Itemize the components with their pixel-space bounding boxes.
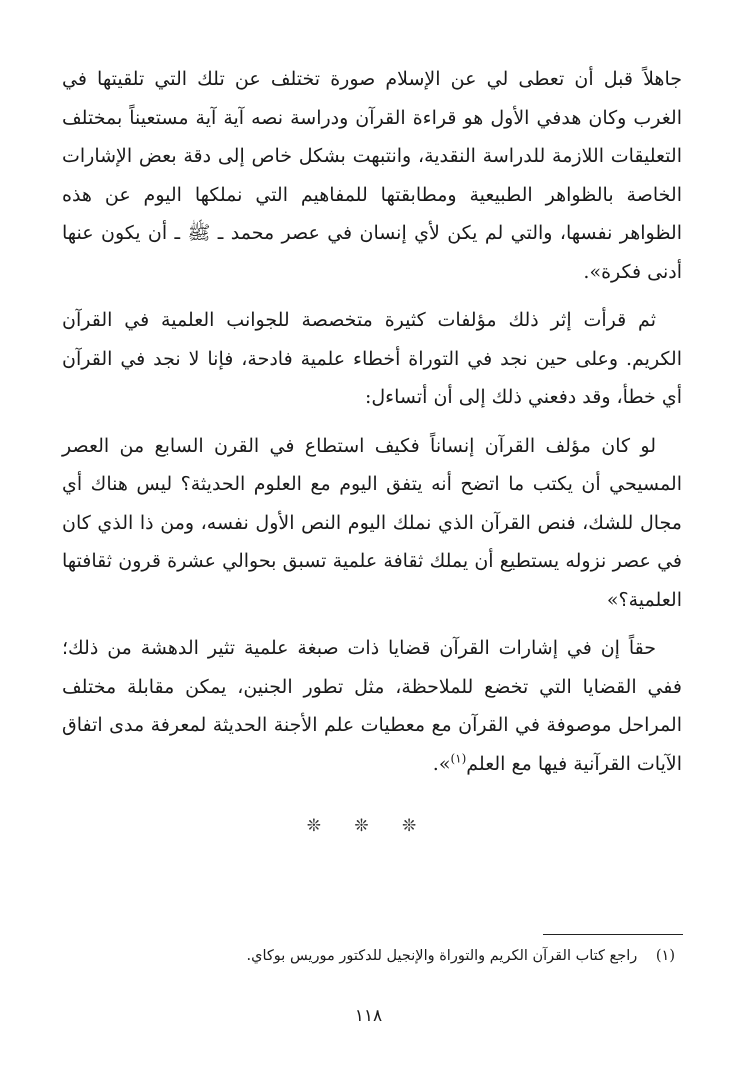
footnote-text: راجع كتاب القرآن الكريم والتوراة والإنجيل للدكتور موريس بوكاي. [246,948,638,964]
paragraph-4 [62,629,682,783]
body-text [62,60,682,793]
paragraph-4-end: ». [432,752,451,775]
footnote-divider [543,934,683,935]
footnote-number: (١) [655,948,675,964]
paragraph-4-text: حقاً إن في إشارات القرآن قضايا ذات صبغة علمية تثير الدهشة من ذلك؛ ففي القضايا التي تخضع للملاحظة، مثل تطور الجنين، يمكن مقابلة مختلف المراحل موصوفة في القرآن مع معطيات علم الأجنة الحديثة لمعرفة مدى اتفاق الآيات القرآنية فيها مع العلم [62,637,682,775]
section-separator: ❊ ❊ ❊ [306,816,431,836]
footnote-reference[interactable]: (١) [450,751,467,766]
footnote [55,944,675,968]
paragraph-1: جاهلاً قبل أن تعطى لي عن الإسلام صورة تختلف عن تلك التي تلقيتها في الغرب وكان هدفي الأول هو قراءة القرآن ودراسة نصه آية آية مستعيناً بمختلف التعليقات اللازمة للدراسة النقدية، وانتبهت بشكل خاص إلى دقة بعض الإشارات الخاصة بالظواهر الطبيعية ومطابقتها للمفاهيم التي نملكها اليوم عن هذه الظواهر نفسها، والتي لم يكن لأي إنسان في عصر محمد ـ ﷺ ـ أن يكون عنها أدنى فكرة». [62,68,682,283]
page-number: ١١٨ [354,1006,383,1026]
paragraph-3: لو كان مؤلف القرآن إنساناً فكيف استطاع في القرن السابع من العصر المسيحي أن يكتب ما اتضح أنه يتفق اليوم مع العلوم الحديثة؟ ليس هناك أي مجال للشك، فنص القرآن الذي نملك اليوم النص الأول نفسه، ومن ذا الذي كان في عصر نزوله يستطيع أن يملك ثقافة علمية تسبق بحوالي عشرة قرون ثقافتها العلمية؟» [62,434,682,611]
paragraph-2: ثم قرأت إثر ذلك مؤلفات كثيرة متخصصة للجوانب العلمية في القرآن الكريم. وعلى حين نجد في التوراة أخطاء علمية فادحة، فإنا لا نجد في القرآن أي خطأ، وقد دفعني ذلك إلى أن أتساءل: [62,309,682,408]
